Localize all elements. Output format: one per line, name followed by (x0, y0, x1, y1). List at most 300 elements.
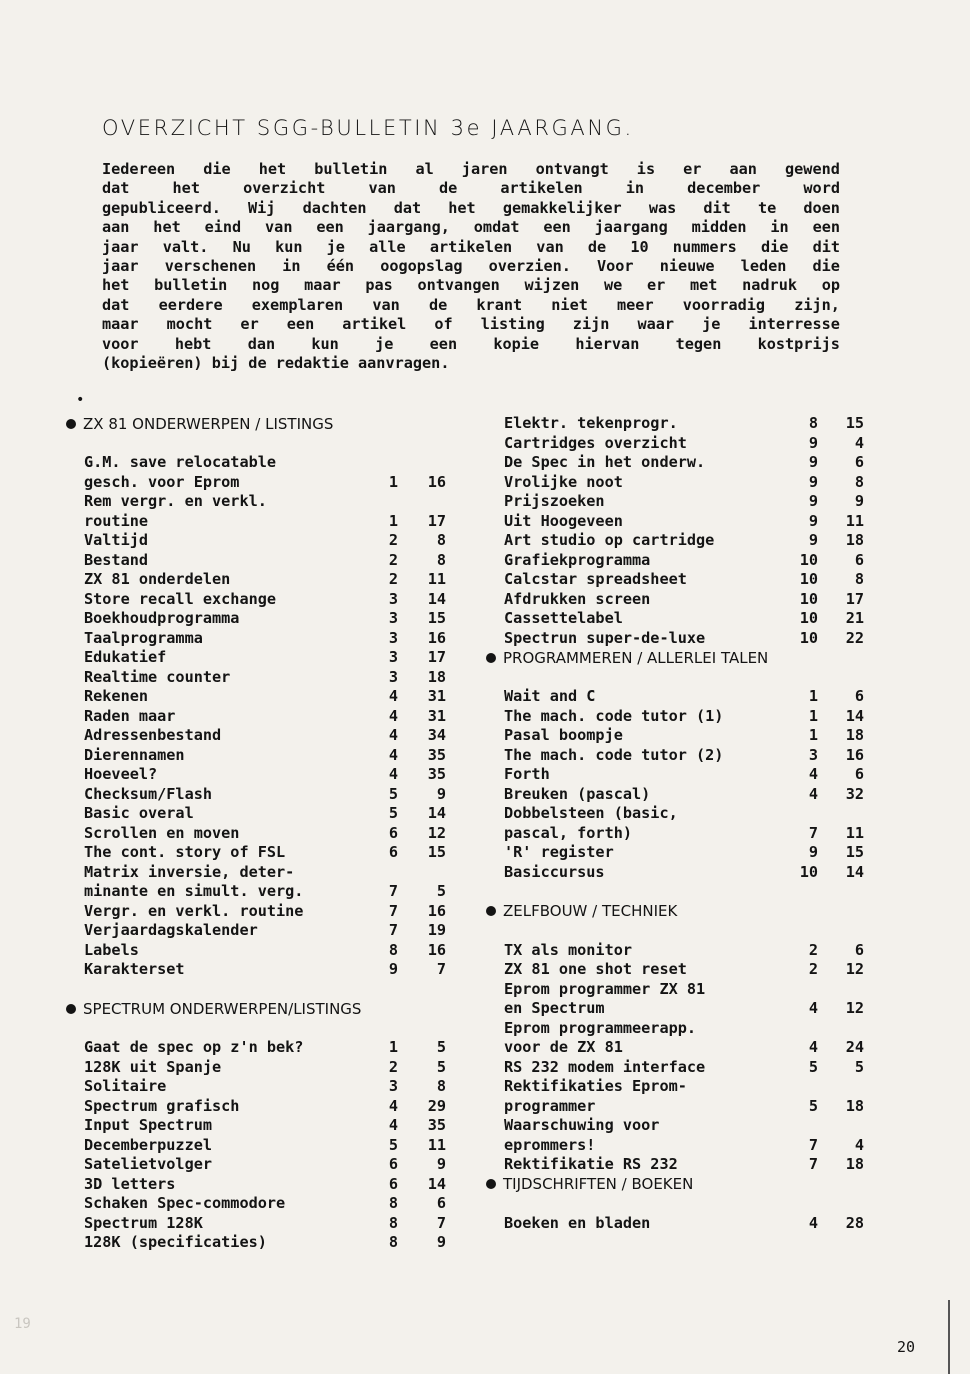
intro-word: niet (551, 295, 588, 314)
intro-word: Voor (597, 256, 634, 275)
intro-word: midden (691, 218, 747, 237)
article-title: Store recall exchange (84, 589, 277, 608)
right-column (486, 414, 876, 1233)
page-number: 20 (897, 1338, 916, 1356)
article-title: Basic overal (84, 804, 194, 822)
intro-word: de (587, 237, 607, 256)
article-title: Prijszoeken (504, 492, 605, 510)
intro-word: dat (393, 198, 422, 217)
intro-line (102, 354, 840, 373)
article-issue: 2 (388, 1057, 398, 1076)
article-row (66, 785, 456, 805)
article-row (486, 590, 876, 610)
article-issue: 6 (388, 1155, 398, 1173)
intro-word: omdat (473, 218, 520, 237)
article-title: 128K uit Spanje (84, 1057, 222, 1076)
article-page: 31 (427, 706, 446, 725)
intro-word: kun (275, 237, 303, 256)
article-row (66, 629, 456, 649)
article-issue: 9 (808, 492, 818, 510)
article-page: 16 (427, 472, 446, 491)
spacer (486, 882, 876, 902)
article-row (66, 707, 456, 727)
article-title: 128K (specificaties) (84, 1233, 267, 1251)
intro-word: artikelen (500, 179, 583, 198)
intro-word: meer (617, 295, 654, 314)
intro-word: hiervan (575, 334, 640, 353)
intro-word: te (757, 198, 777, 217)
intro-word: doen (803, 198, 840, 217)
article-page: 12 (427, 823, 446, 842)
article-title: Uit Hoogeveen (504, 511, 623, 530)
intro-word: die (812, 256, 840, 275)
intro-word: de (428, 295, 448, 314)
intro-word: de (438, 179, 458, 198)
intro-word: er (683, 160, 702, 178)
article-page: 8 (436, 531, 446, 549)
article-title: The mach. code tutor (2) (504, 745, 724, 764)
article-page: 9 (436, 1155, 446, 1173)
intro-word: een (316, 218, 344, 237)
bullet-icon (486, 653, 496, 663)
article-row (486, 1019, 876, 1039)
article-title: De Spec in het onderw. (504, 453, 706, 471)
article-row (66, 590, 456, 610)
article-page: 14 (845, 706, 864, 725)
intro-word: een (812, 218, 840, 237)
article-title: Cartridges overzicht (504, 433, 687, 452)
article-issue: 5 (808, 1057, 818, 1076)
article-row (66, 843, 456, 863)
article-page: 11 (845, 511, 864, 530)
article-page: 4 (854, 433, 864, 452)
article-issue: 9 (808, 843, 818, 861)
article-title: programmer (504, 1096, 596, 1115)
article-row (66, 765, 456, 785)
article-title: Eprom programmer ZX 81 (504, 979, 706, 998)
article-row (66, 492, 456, 512)
section-heading-label: TIJDSCHRIFTEN / BOEKEN (503, 1175, 694, 1194)
article-row (66, 648, 456, 668)
article-title: Vrolijke noot (504, 472, 623, 491)
article-issue: 3 (388, 1077, 398, 1095)
article-page: 35 (427, 1116, 446, 1134)
intro-word: een (286, 315, 315, 334)
article-row (66, 882, 456, 902)
article-page: 11 (427, 570, 446, 588)
intro-word: pas (365, 276, 393, 295)
article-page: 19 (427, 921, 446, 939)
article-row (486, 960, 876, 980)
page-title: OVERZICHT SGG-BULLETIN 3e JAARGANG. (102, 116, 634, 140)
intro-word: aan (729, 160, 757, 178)
article-page: 8 (436, 550, 446, 569)
article-issue: 5 (388, 804, 398, 822)
intro-line (102, 160, 840, 179)
intro-word: het (102, 276, 130, 295)
intro-paragraph (102, 160, 840, 373)
intro-word: verschenen (164, 256, 257, 275)
intro-word: het (258, 160, 287, 178)
article-page: 6 (854, 453, 864, 471)
article-title: Valtijd (84, 531, 149, 549)
article-row (486, 1136, 876, 1156)
article-title: Boeken en bladen (504, 1213, 651, 1232)
article-row (66, 1058, 456, 1078)
intro-line (102, 335, 840, 354)
article-page: 6 (854, 550, 864, 569)
article-issue: 2 (388, 531, 398, 549)
intro-word: er (240, 315, 259, 334)
intro-word: exemplaren (251, 295, 344, 314)
article-page: 6 (854, 765, 864, 783)
article-title: Calcstar spreadsheet (504, 570, 687, 588)
intro-word: jaargang (594, 218, 668, 237)
article-title: Labels (84, 940, 139, 959)
article-issue: 8 (388, 1213, 398, 1232)
article-issue: 8 (388, 940, 398, 959)
intro-word: dat (102, 295, 130, 314)
bullet-icon (486, 1179, 496, 1189)
article-row (486, 785, 876, 805)
intro-line (102, 315, 840, 334)
article-issue: 4 (808, 784, 818, 803)
bullet-icon (486, 906, 496, 916)
article-title: Spectrun super-de-luxe (504, 628, 706, 647)
article-title: Decemberpuzzel (84, 1135, 213, 1154)
article-title: gesch. voor Eprom (84, 472, 240, 491)
article-issue: 4 (388, 726, 398, 744)
article-title: The cont. story of FSL (84, 843, 286, 861)
intro-word: kopie (493, 334, 540, 353)
article-title: ZX 81 onderdelen (84, 570, 231, 588)
article-page: 14 (427, 1174, 446, 1193)
stray-dot: • (76, 392, 85, 408)
article-issue: 10 (799, 628, 818, 647)
spacer (486, 1194, 876, 1214)
section-heading-label: PROGRAMMEREN / ALLERLEI TALEN (503, 648, 769, 667)
article-page: 6 (854, 940, 864, 959)
intro-word: een (543, 218, 571, 237)
article-issue: 5 (388, 784, 398, 803)
spacer (66, 1019, 456, 1039)
article-page: 8 (854, 472, 864, 491)
article-row (66, 1175, 456, 1195)
article-title: Rektifikaties Eprom- (504, 1077, 687, 1095)
intro-word: voor (102, 334, 139, 353)
article-title: Edukatief (84, 648, 167, 666)
article-title: Elektr. tekenprogr. (504, 414, 678, 432)
article-issue: 9 (808, 433, 818, 452)
article-row (66, 1214, 456, 1234)
article-row (66, 726, 456, 746)
article-row (486, 824, 876, 844)
article-row (486, 434, 876, 454)
article-row (486, 765, 876, 785)
article-row (486, 453, 876, 473)
article-row (486, 1097, 876, 1117)
intro-word: van (536, 237, 564, 256)
article-title: Hoeveel? (84, 765, 158, 783)
article-issue: 6 (388, 1174, 398, 1193)
article-row (486, 941, 876, 961)
article-page: 16 (427, 940, 446, 959)
article-issue: 1 (388, 511, 398, 530)
article-title: routine (84, 511, 149, 530)
intro-word: Wij (248, 198, 276, 217)
article-title: Breuken (pascal) (504, 784, 651, 803)
intro-word: met (690, 276, 718, 295)
article-issue: 2 (808, 960, 818, 978)
article-row (486, 1214, 876, 1234)
intro-word: leden (740, 256, 787, 275)
article-title: Pasal boompje (504, 726, 623, 744)
article-issue: 1 (808, 706, 818, 725)
article-title: G.M. save relocatable (84, 453, 277, 471)
intro-word: voorradig (682, 295, 766, 314)
intro-word: dit (812, 237, 840, 256)
article-issue: 7 (388, 882, 398, 900)
article-row (66, 687, 456, 707)
article-title: Forth (504, 765, 550, 783)
intro-word: al (415, 160, 434, 178)
article-row (486, 473, 876, 493)
article-issue: 4 (388, 687, 398, 705)
article-row (486, 531, 876, 551)
intro-word: van (372, 295, 400, 314)
article-issue: 3 (388, 628, 398, 647)
article-title: Dobbelsteen (basic, (504, 804, 678, 822)
article-issue: 8 (808, 414, 818, 432)
article-page: 15 (427, 609, 446, 627)
article-row (66, 1194, 456, 1214)
article-title: Grafiekprogramma (504, 550, 651, 569)
article-page: 21 (845, 609, 864, 627)
article-title: minante en simult. verg. (84, 882, 304, 900)
intro-word: overzien. (488, 256, 571, 275)
article-issue: 3 (388, 648, 398, 666)
article-title: Waarschuwing voor (504, 1116, 660, 1134)
intro-word: krant (476, 295, 523, 314)
article-page: 24 (845, 1038, 864, 1056)
article-page: 18 (845, 531, 864, 549)
intro-word: in (625, 179, 645, 198)
article-issue: 5 (808, 1096, 818, 1115)
intro-line (102, 199, 840, 218)
article-page: 18 (427, 667, 446, 686)
intro-word: ontvangen (417, 276, 500, 295)
intro-word: valt. (162, 237, 209, 256)
article-page: 11 (427, 1135, 446, 1154)
intro-line (102, 276, 840, 295)
intro-word: maar (102, 315, 139, 334)
intro-word: 10 (630, 237, 649, 256)
intro-word: bulletin (154, 276, 228, 295)
article-page: 6 (854, 687, 864, 705)
spacer (486, 668, 876, 688)
article-title: Dierennamen (84, 745, 185, 764)
intro-word: nummers (672, 237, 737, 256)
article-page: 35 (427, 765, 446, 783)
article-issue: 3 (388, 609, 398, 627)
intro-word: ontvangt (535, 160, 609, 178)
article-title: Cassettelabel (504, 609, 623, 627)
article-title: Afdrukken screen (504, 589, 651, 608)
article-row (486, 1058, 876, 1078)
article-row (486, 1155, 876, 1175)
intro-word: op (821, 276, 840, 295)
section-heading (486, 648, 876, 668)
article-page: 5 (436, 882, 446, 900)
intro-word: in (770, 218, 789, 237)
article-title: Wait and C (504, 687, 596, 705)
article-issue: 7 (388, 921, 398, 939)
article-page: 17 (427, 511, 446, 530)
article-row (66, 473, 456, 493)
article-row (486, 843, 876, 863)
article-row (486, 726, 876, 746)
spacer (66, 434, 456, 454)
intro-word: in (282, 256, 301, 275)
article-title: Realtime counter (84, 667, 231, 686)
article-page: 28 (845, 1213, 864, 1232)
intro-word: artikel (342, 315, 407, 334)
intro-line (102, 238, 840, 257)
section-heading (486, 902, 876, 922)
article-row (66, 570, 456, 590)
article-row (66, 863, 456, 883)
intro-word: jaren (461, 160, 508, 178)
intro-word: mocht (166, 315, 213, 334)
section-heading-label: SPECTRUM ONDERWERPEN/LISTINGS (83, 999, 362, 1018)
article-row (66, 609, 456, 629)
article-issue: 2 (808, 940, 818, 959)
article-row (486, 687, 876, 707)
article-title: Vergr. en verkl. routine (84, 901, 304, 920)
article-row (66, 551, 456, 571)
article-issue: 9 (808, 511, 818, 530)
article-issue: 7 (808, 823, 818, 842)
article-page: 14 (427, 589, 446, 608)
section-heading-label: ZX 81 ONDERWERPEN / LISTINGS (83, 414, 334, 433)
article-page: 8 (854, 570, 864, 588)
article-title: Rektifikatie RS 232 (504, 1155, 678, 1173)
intro-word: of (434, 315, 453, 334)
spacer (66, 980, 456, 1000)
article-issue: 8 (388, 1194, 398, 1212)
intro-word: Nu (232, 237, 251, 256)
article-row (66, 1038, 456, 1058)
intro-word: jaar (102, 256, 139, 275)
article-row (486, 999, 876, 1019)
intro-word: (kopieëren) bij de redaktie aanvragen. (102, 353, 450, 372)
article-row (486, 1116, 876, 1136)
article-page: 7 (436, 1213, 446, 1232)
article-issue: 9 (808, 453, 818, 471)
intro-word: Iedereen (102, 160, 176, 178)
intro-word: één (326, 256, 355, 275)
article-title: Rem vergr. en verkl. (84, 492, 267, 510)
article-issue: 5 (388, 1135, 398, 1154)
article-issue: 2 (388, 570, 398, 588)
article-issue: 4 (808, 999, 818, 1017)
article-title: Satelietvolger (84, 1155, 213, 1173)
intro-word: listing (480, 315, 545, 334)
intro-word: dit (703, 198, 731, 217)
article-title: TX als monitor (504, 940, 633, 959)
article-row (486, 746, 876, 766)
article-title: Solitaire (84, 1077, 167, 1095)
article-page: 9 (854, 492, 864, 510)
article-title: Input Spectrum (84, 1116, 213, 1134)
article-page: 8 (436, 1077, 446, 1095)
article-title: Art studio op cartridge (504, 531, 715, 549)
article-issue: 3 (808, 745, 818, 764)
article-page: 9 (436, 1233, 446, 1251)
article-row (486, 804, 876, 824)
article-issue: 7 (388, 901, 398, 920)
article-page: 5 (436, 1038, 446, 1056)
intro-word: is (636, 160, 656, 178)
article-issue: 4 (388, 1116, 398, 1134)
article-title: Spectrum grafisch (84, 1096, 240, 1115)
article-page: 18 (845, 1096, 864, 1115)
article-issue: 4 (388, 1096, 398, 1115)
article-page: 14 (845, 862, 864, 881)
intro-word: maar (304, 276, 341, 295)
intro-word: jaargang, (367, 218, 450, 237)
article-page: 22 (845, 628, 864, 647)
article-row (66, 512, 456, 532)
article-row (486, 980, 876, 1000)
article-page: 31 (427, 687, 446, 705)
article-page: 12 (845, 999, 864, 1017)
intro-word: het (172, 179, 200, 198)
intro-word: nadruk (742, 276, 797, 295)
article-issue: 4 (808, 765, 818, 783)
article-title: Schaken Spec-commodore (84, 1194, 286, 1212)
article-row (66, 668, 456, 688)
section-heading-label: ZELFBOUW / TECHNIEK (503, 902, 678, 921)
intro-line (102, 257, 840, 276)
article-row (486, 629, 876, 649)
article-row (66, 531, 456, 551)
article-page: 15 (427, 843, 446, 861)
intro-word: jaar (102, 237, 139, 256)
article-page: 34 (427, 726, 446, 744)
intro-word: tegen (675, 334, 722, 353)
intro-word: eerdere (158, 295, 223, 314)
intro-line (102, 179, 840, 198)
article-page: 16 (845, 745, 864, 764)
intro-word: was (648, 198, 677, 217)
intro-word: kostprijs (757, 334, 840, 353)
article-page: 5 (436, 1057, 446, 1076)
intro-word: het (448, 198, 476, 217)
article-row (66, 746, 456, 766)
article-issue: 7 (808, 1135, 818, 1154)
intro-line (102, 218, 840, 237)
article-row (66, 960, 456, 980)
intro-word: hebt (174, 334, 212, 353)
article-row (66, 1116, 456, 1136)
article-page: 6 (436, 1194, 446, 1212)
margin-page-mark: 19 (14, 1316, 31, 1332)
article-title: voor de ZX 81 (504, 1038, 623, 1056)
article-title: ZX 81 one shot reset (504, 960, 687, 978)
article-issue: 10 (799, 570, 818, 588)
article-page: 14 (427, 804, 446, 822)
